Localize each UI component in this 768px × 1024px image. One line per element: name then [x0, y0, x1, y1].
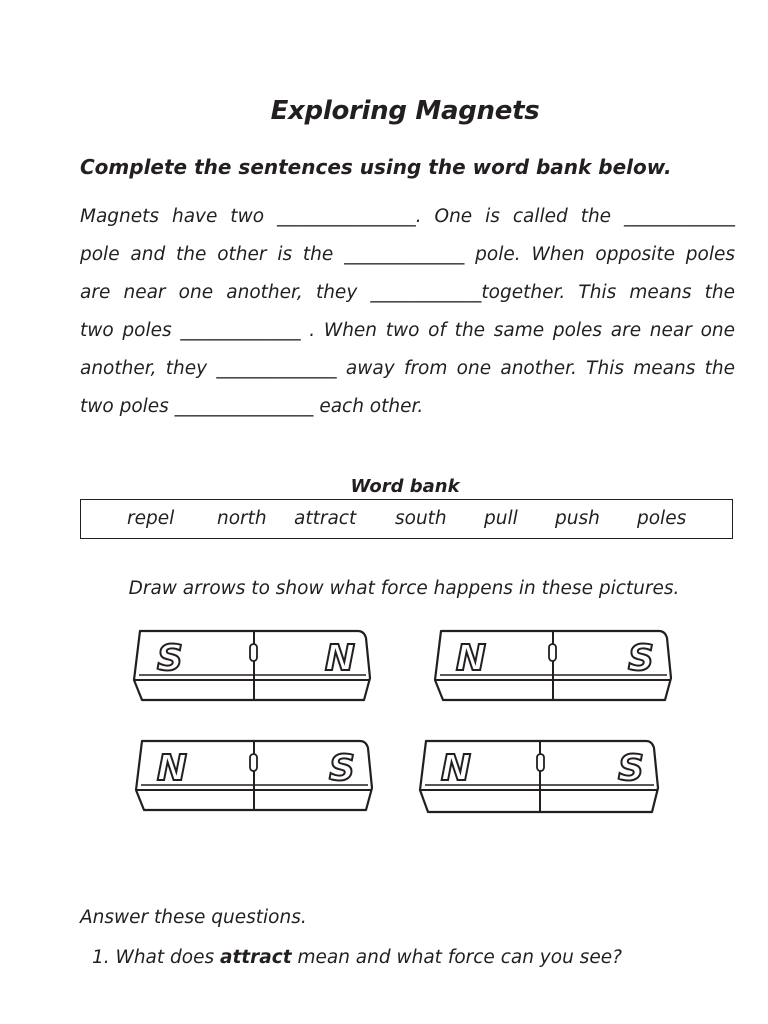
paragraph-line: Magnets have two _______________. One is called the ____________: [80, 206, 735, 227]
bar-magnet: [416, 738, 666, 816]
magnet-pole-label: S: [329, 748, 355, 789]
word-bank-word: poles: [637, 508, 687, 529]
bar-magnet: [132, 738, 380, 814]
question-1-prefix: 1. What does: [92, 947, 220, 968]
word-bank-word: attract: [294, 508, 357, 529]
word-bank-word: push: [555, 508, 600, 529]
bar-magnet: [130, 628, 378, 704]
paragraph-line: two poles _____________ . When two of the same poles are near one: [80, 320, 735, 341]
question-1-suffix: mean and what force can you see?: [291, 947, 622, 968]
page-title: Exploring Magnets: [270, 96, 540, 126]
word-bank-word: north: [217, 508, 267, 529]
magnet-pole-label: S: [618, 748, 644, 789]
paragraph-line: two poles _______________ each other.: [80, 396, 424, 417]
instructions-heading: Complete the sentences using the word bank below.: [80, 155, 672, 179]
word-bank-box: [80, 499, 733, 539]
paragraph-line: are near one another, they ____________together. This means the: [80, 282, 735, 303]
paragraph-line: pole and the other is the _____________ pole. When opposite poles: [80, 244, 735, 265]
fill-in-paragraph: [80, 198, 735, 426]
magnet-pole-label: N: [440, 748, 472, 789]
word-bank-word: south: [395, 508, 447, 529]
magnet-pole-label: N: [156, 748, 188, 789]
magnet-pole-label: S: [628, 638, 654, 679]
paragraph-line: another, they _____________ away from one another. This means the: [80, 358, 735, 379]
question-1: [92, 947, 622, 968]
question-1-keyword: attract: [219, 947, 292, 968]
bar-magnet: [431, 628, 679, 704]
word-bank-word: pull: [484, 508, 518, 529]
magnet-pole-label: N: [455, 638, 487, 679]
word-bank-title: Word bank: [350, 476, 460, 497]
questions-heading: Answer these questions.: [80, 907, 307, 928]
magnet-pole-label: N: [324, 638, 356, 679]
magnet-pole-label: S: [157, 638, 183, 679]
word-bank-word: repel: [127, 508, 175, 529]
draw-arrows-instruction: Draw arrows to show what force happens in these pictures.: [128, 578, 680, 599]
